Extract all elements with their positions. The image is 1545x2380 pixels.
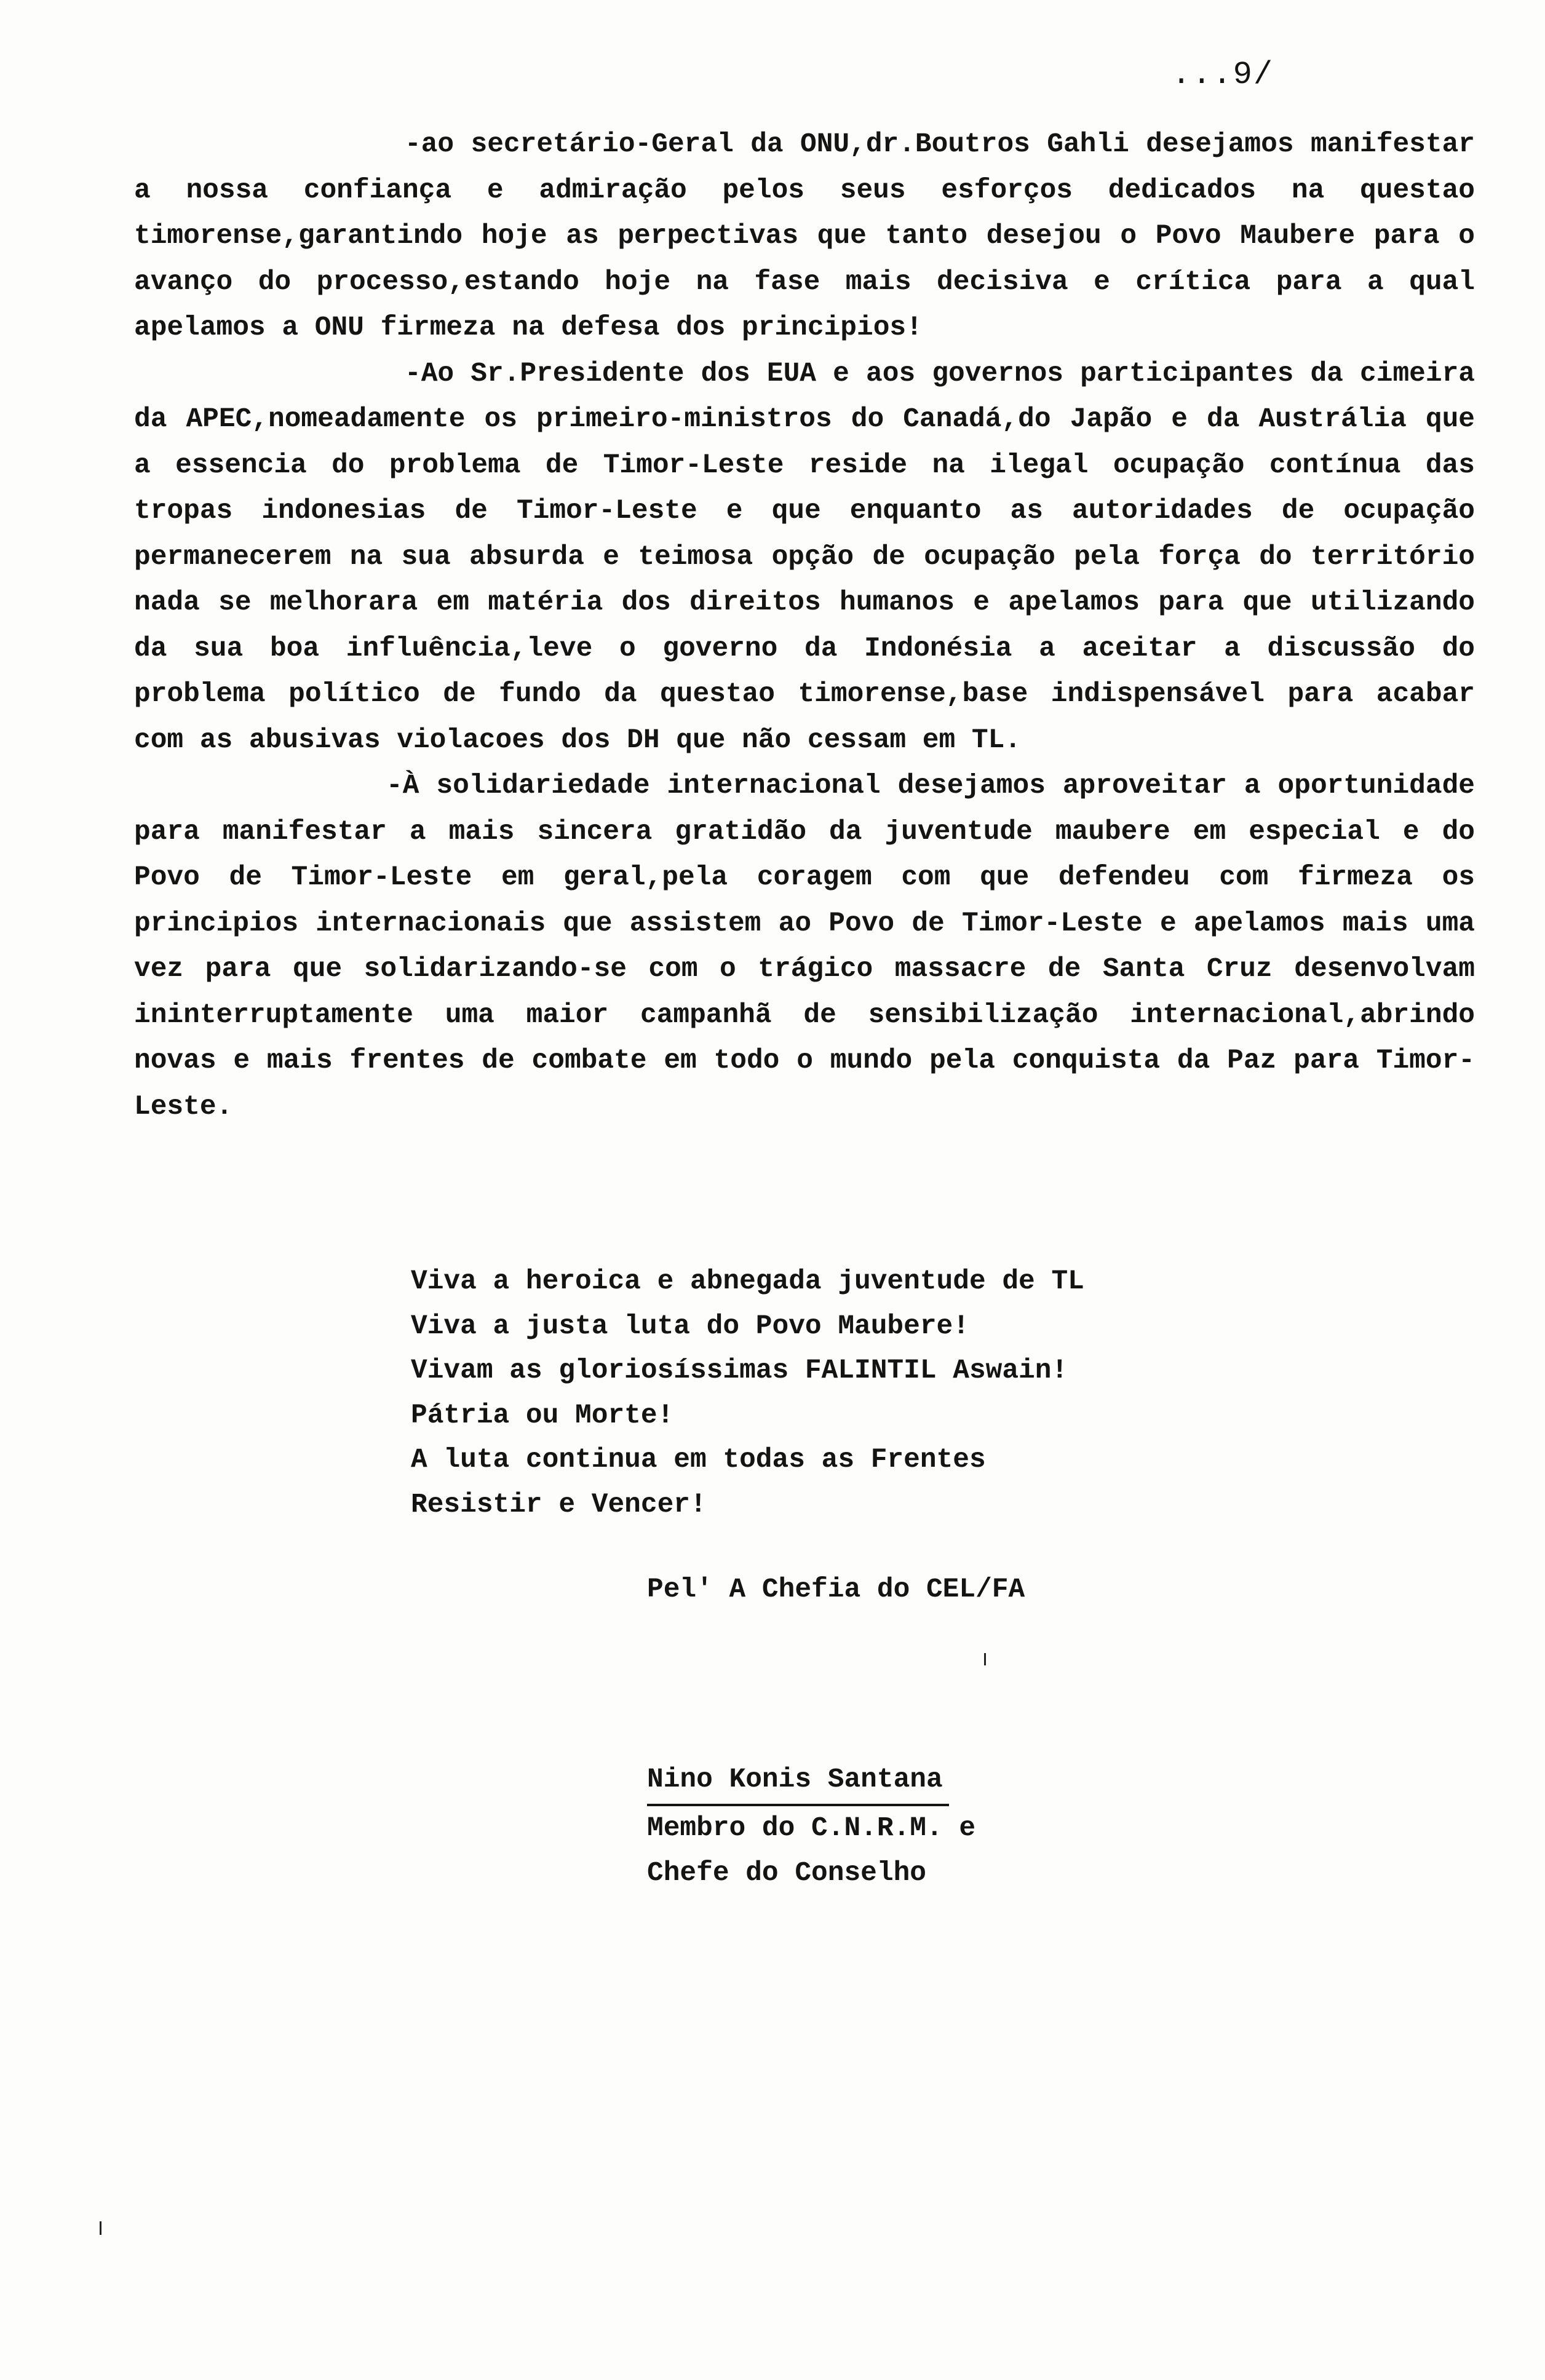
signature-block xyxy=(647,1758,975,1896)
slogan-line: A luta continua em todas as Frentes xyxy=(411,1445,986,1475)
page-number: ...9/ xyxy=(1172,57,1274,93)
slogan-line: Pátria ou Morte! xyxy=(411,1400,674,1431)
signatory-name: Nino Konis Santana xyxy=(647,1758,949,1806)
slogan-line: Viva a justa luta do Povo Maubere! xyxy=(411,1311,969,1342)
paragraph-un-secretary-general: -ao secretário-Geral da ONU,dr.Boutros Gahli desejamos manifestar a nossa confiança e admiração pelos seus esforços dedicados na questao timorense,garantindo hoje as perpectivas que tanto desejou o Povo Maubere para o avanço do processo,estando hoje na fase mais decisiva e crítica para a qual apelamos a ONU firmeza na defesa dos principios! xyxy=(134,129,1475,343)
slogan-line: Viva a heroica e abnegada juventude de TL xyxy=(411,1266,1084,1297)
slogan-line: Resistir e Vencer! xyxy=(411,1489,707,1520)
signatory-title-line1: Membro do C.N.R.M. e xyxy=(647,1813,976,1844)
signatory-title-line2: Chefe do Conselho xyxy=(647,1858,926,1889)
stray-mark xyxy=(100,2221,101,2235)
slogan-line: Vivam as gloriosíssimas FALINTIL Aswain! xyxy=(411,1355,1068,1386)
slogan-list xyxy=(411,1259,1084,1527)
stray-mark xyxy=(984,1653,986,1665)
letter-body xyxy=(134,122,1475,1130)
closing-line: Pel' A Chefia do CEL/FA xyxy=(647,1574,1025,1605)
paragraph-international-solidarity: -À solidariedade internacional desejamos aproveitar a oportunidade para manifestar a mais sincera gratidão da juventude maubere em especial e do Povo de Timor-Leste em geral,pela coragem com que defendeu com firmeza os principios internacionais que assistem ao Povo de Timor-Leste e apelamos mais uma vez para que solidarizando-se com o trágico massacre de Santa Cruz desenvolvam ininterruptamente uma maior campanhã de sensibilização internacional,abrindo novas e mais frentes de combate em todo o mundo pela conquista da Paz para Timor-Leste. xyxy=(134,771,1475,1122)
paragraph-us-president-apec: -Ao Sr.Presidente dos EUA e aos governos participantes da cimeira da APEC,nomeadamente os primeiro-ministros do Canadá,do Japão e da Austrália que a essencia do problema de Timor-Leste reside na ilegal ocupação contínua das tropas indonesias de Timor-Leste e que enquanto as autoridades de ocupação permanecerem na sua absurda e teimosa opção de ocupação pela força do território nada se melhorara em matéria dos direitos humanos e apelamos para que utilizando da sua boa influência,leve o governo da Indonésia a aceitar a discussão do problema político de fundo da questao timorense,base indispensável para acabar com as abusivas violacoes dos DH que não cessam em TL. xyxy=(134,358,1475,756)
